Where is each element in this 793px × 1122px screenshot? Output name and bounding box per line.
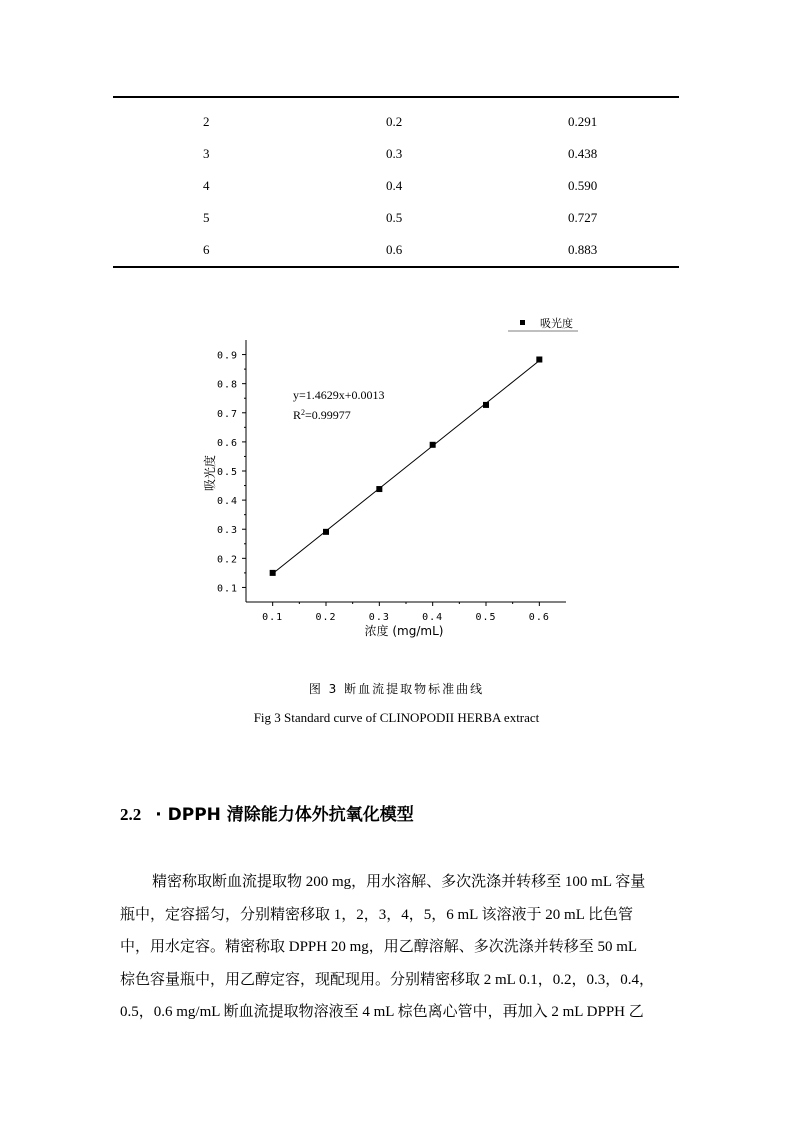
body-paragraph [120,866,674,1029]
x-tick-label: 0.2 [315,612,337,623]
x-tick-label: 0.1 [262,612,284,623]
data-table [113,96,679,268]
y-tick-label: 0.4 [216,496,238,508]
figure-caption-en: Fig 3 Standard curve of CLINOPODII HERBA extract [253,710,540,725]
table-cell: 5 [203,210,210,225]
x-tick-label: 0.4 [422,612,444,623]
table-cell: 3 [203,146,210,161]
data-point [270,570,276,576]
y-tick-label: 0.6 [216,437,238,449]
table-cell: 2 [203,114,210,129]
table-row [113,138,679,170]
table-cell: 0.883 [568,242,598,257]
section-heading [120,800,414,825]
data-point [483,402,489,408]
y-tick-label: 0.8 [216,379,238,391]
section-title: · DPPH 清除能力体外抗氧化模型 [155,805,414,825]
paragraph-line: 瓶中，定容摇匀，分别精密移取 1，2，3，4，5，6 mL 该溶液于 20 mL 比色管 [120,906,634,923]
y-tick-label: 0.1 [216,583,238,595]
paragraph-line: 中，用水定容。精密称取 DPPH 20 mg，用乙醇溶解、多次洗涤并转移至 50 mL [120,939,638,955]
y-tick-label: 0.5 [216,467,238,478]
table-row [113,202,679,234]
chart-axes [246,340,566,602]
x-tick-label: 0.5 [475,612,497,623]
figure-caption-cn: 图 3 断血流提取物标准曲线 [308,682,485,696]
y-axis-label: 吸光度 [203,454,217,492]
paragraph-line: 精密称取断血流提取物 200 mg，用水溶解、多次洗涤并转移至 100 mL 容量 [152,874,646,890]
table-cell: 0.4 [386,178,403,193]
y-tick-label: 0.2 [216,554,238,566]
table-cell: 0.291 [568,114,598,129]
table-cell: 0.590 [568,178,598,193]
data-point [536,357,542,363]
table-cell: 0.5 [386,210,403,225]
table-cell: 0.6 [386,242,403,257]
data-point [323,529,329,535]
table-cell: 0.3 [386,146,403,161]
table-cell: 0.438 [568,146,598,161]
legend-marker [520,320,525,325]
table-cell: 0.2 [386,114,403,129]
paragraph-line: 棕色容量瓶中，用乙醇定容，现配现用。分别精密移取 2 mL 0.1，0.2，0.3，0.4， [120,971,655,988]
r-squared: $R^2=0.99977$ [293,408,351,422]
y-tick-label: 0.3 [216,525,238,537]
table-cell: 0.727 [568,210,598,225]
data-point [430,442,436,448]
x-axis-label: 浓度 (mg/mL) [364,624,444,638]
y-tick-label: 0.7 [216,408,238,420]
x-tick-label: 0.6 [528,612,550,623]
data-point [376,486,382,492]
section-number: 2.2 [120,805,142,824]
table-cell: 6 [203,242,210,257]
table-row [113,234,679,266]
standard-curve-chart [190,310,590,645]
x-tick-label: 0.3 [368,612,390,623]
table-row [113,170,679,202]
table-cell: 4 [203,178,210,193]
table-row [113,106,679,138]
legend-label: 吸光度 [540,317,573,330]
fit-equation: y=1.4629x+0.0013 [293,388,385,402]
y-tick-label: 0.9 [216,350,238,362]
paragraph-line: 0.5，0.6 mg/mL 断血流提取物溶液至 4 mL 棕色离心管中，再加入 2 mL DPPH 乙 [120,1004,644,1020]
